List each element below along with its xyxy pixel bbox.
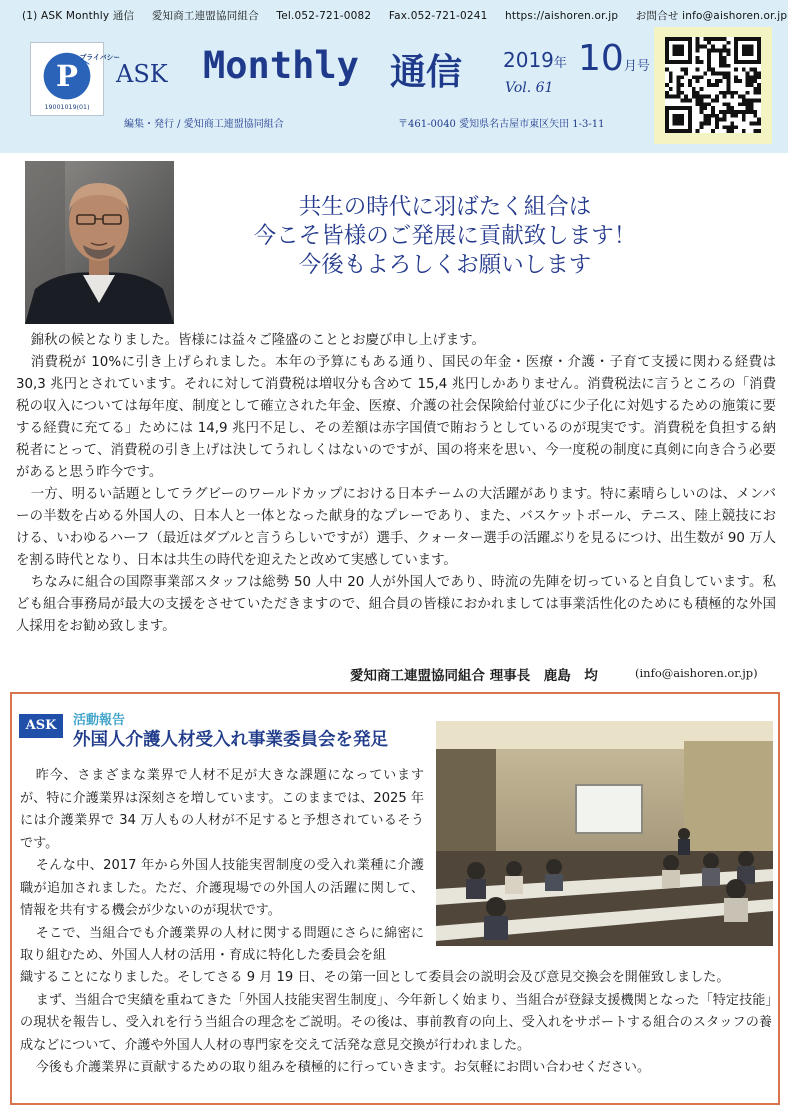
svg-text:P: P	[56, 58, 78, 93]
phone: Tel.052-721-0082	[276, 10, 372, 22]
masthead-monthly: Monthly	[203, 44, 359, 87]
year-unit: 年	[553, 56, 567, 71]
greeting-paragraph: ちなみに組合の国際事業部スタッフは総勢 50 人中 20 人が外国人であり、時流の先陣を切っていると自負しています。私ども組合事務局が最大の支援をさせていただきますので、組合員の皆様におかれましては事業活性化のためにも積極的な外国人採用をお勧め致します。	[16, 575, 776, 634]
report-paragraph: まず、当組合で実績を重ねてきた「外国人技能実習生制度」、今年新しく始まり、当組合が登録支援機関となった「特定技能」の現状を報告し、受入れを行う当組合の理念をご説明。その後は、事前教育の向上、受入れをサポートする組合のスタッフの養成などについて、介護や外国人人材の専門家を交えて活発な意見交換が行われました。	[20, 992, 772, 1053]
contact-line	[22, 8, 801, 23]
greeting-paragraph: 一方、明るい話題としてラグビーのワールドカップにおける日本チームの大活躍があります。特に素晴らしいのは、メンバーの半数を占める外国人の、日本人と一体となった献身的なプレーであり、また、バスケットボール、テニス、陸上競技における、いわゆるハーフ（最近はダブルと言うらしいですが）選手、クォーター選手の活躍ぶりを見るにつけ、出生数が 90 万人を割る時代となり、日本は共生の時代を迎えたと改めて実感しています。	[16, 487, 776, 568]
contact-email[interactable]: お問合せ info@aishoren.or.jp	[635, 10, 788, 22]
fax: Fax.052-721-0241	[388, 10, 488, 22]
signature: 愛知商工連盟協同組合 理事長 鹿島 均	[350, 668, 598, 684]
ask-label: ASK	[116, 60, 168, 88]
volume-number: Vol. 61	[505, 80, 554, 96]
privacy-mark-icon	[30, 42, 121, 116]
month-unit: 月号	[623, 59, 650, 74]
masthead	[0, 0, 788, 153]
report-body-full	[20, 967, 772, 1080]
activity-report	[10, 692, 780, 1105]
org-name: 愛知商工連盟協同組合	[151, 10, 259, 22]
report-paragraph: そんな中、2017 年から外国人技能実習制度の受入れ業種に介護職が追加されました。ただ、介護現場での外国人の活躍に関して、情報を共有する機会が少ないのが現状です。	[20, 858, 424, 918]
postal-address: 〒461-0040 愛知県名古屋市東区矢田 1-3-11	[398, 119, 605, 130]
report-paragraph: 昨今、さまざまな業界で人材不足が大きな課題になっていますが、特に介護業界は深刻さを増しています。このままでは、2025 年には介護業界で 34 万人もの人材が不足すると予想されているそうです。	[20, 768, 424, 851]
issue-label: (1) ASK Monthly 通信	[22, 10, 135, 22]
greeting-paragraph: 錦秋の候となりました。皆様には益々ご隆盛のこととお慶び申し上げます。	[30, 333, 485, 348]
report-paragraph: 今後も介護業界に貢献するための取り組みを積極的に行っていきます。お気軽にお問い合わせください。	[35, 1060, 651, 1075]
month-value: 10	[578, 38, 624, 79]
report-paragraph: 織することになりました。そしてさる 9 月 19 日、その第一回として委員会の説明会及び意見交換会を開催致しました。	[20, 970, 730, 985]
headline-line: 今こそ皆様のご発展に貢献致します！	[253, 223, 637, 249]
chairman-portrait	[25, 161, 174, 324]
report-kicker: 活動報告	[73, 713, 126, 728]
privacy-mark-label: プライバシー	[79, 53, 121, 62]
report-paragraph: そこで、当組合でも介護業界の人材に関する問題にさらに綿密に取り組むため、外国人人材の活用・育成に特化した委員会を組	[20, 925, 424, 963]
qr-code-icon[interactable]	[665, 37, 761, 133]
headline-line: 共生の時代に羽ばたく組合は	[298, 194, 592, 220]
signature-email[interactable]: (info@aishoren.or.jp)	[635, 666, 758, 680]
headline-line: 今後もよろしくお願いします	[298, 252, 592, 278]
qr-code-panel	[654, 27, 772, 144]
ask-logo-icon: ASK	[19, 714, 63, 738]
report-body-left	[20, 765, 424, 968]
issue-year	[503, 48, 567, 72]
masthead-tsushin: 通信	[390, 52, 463, 93]
greeting-paragraph: 消費税が 10%に引き上げられました。本年の予算にもある通り、国民の年金・医療・介護・子育て支援に関わる経費は 30,3 兆円とされています。それに対して消費税は増収分も含めて 15,4 兆円しかありません。消費税法に言うところの「消費税の収入については毎年度、制度として確立された年金、医療、介護の社会保険給付並びに少子化に対処するための施策に要する経費に充てる」ためには 14,9 兆円不足し、その差額は赤字国債で賄おうとしているのが現実です。消費税を負担する納税者にとって、消費税の引き上げは決してうれしくはないのですが、国の将来を思い、今一度税の制度に真剣に向き合う必要があると思う昨今です。	[16, 355, 776, 480]
privacy-mark-number: 19001019(01)	[44, 104, 90, 112]
meeting-photo	[436, 721, 773, 946]
greeting-headline	[220, 193, 670, 280]
year-value: 2019	[503, 48, 554, 72]
report-title: 外国人介護人材受入れ事業委員会を発足	[73, 730, 388, 750]
website-link[interactable]: https://aishoren.or.jp	[505, 10, 619, 22]
issue-month	[578, 38, 650, 79]
greeting-body	[16, 330, 776, 638]
publisher-line: 編集・発行 / 愛知商工連盟協同組合	[124, 119, 284, 130]
